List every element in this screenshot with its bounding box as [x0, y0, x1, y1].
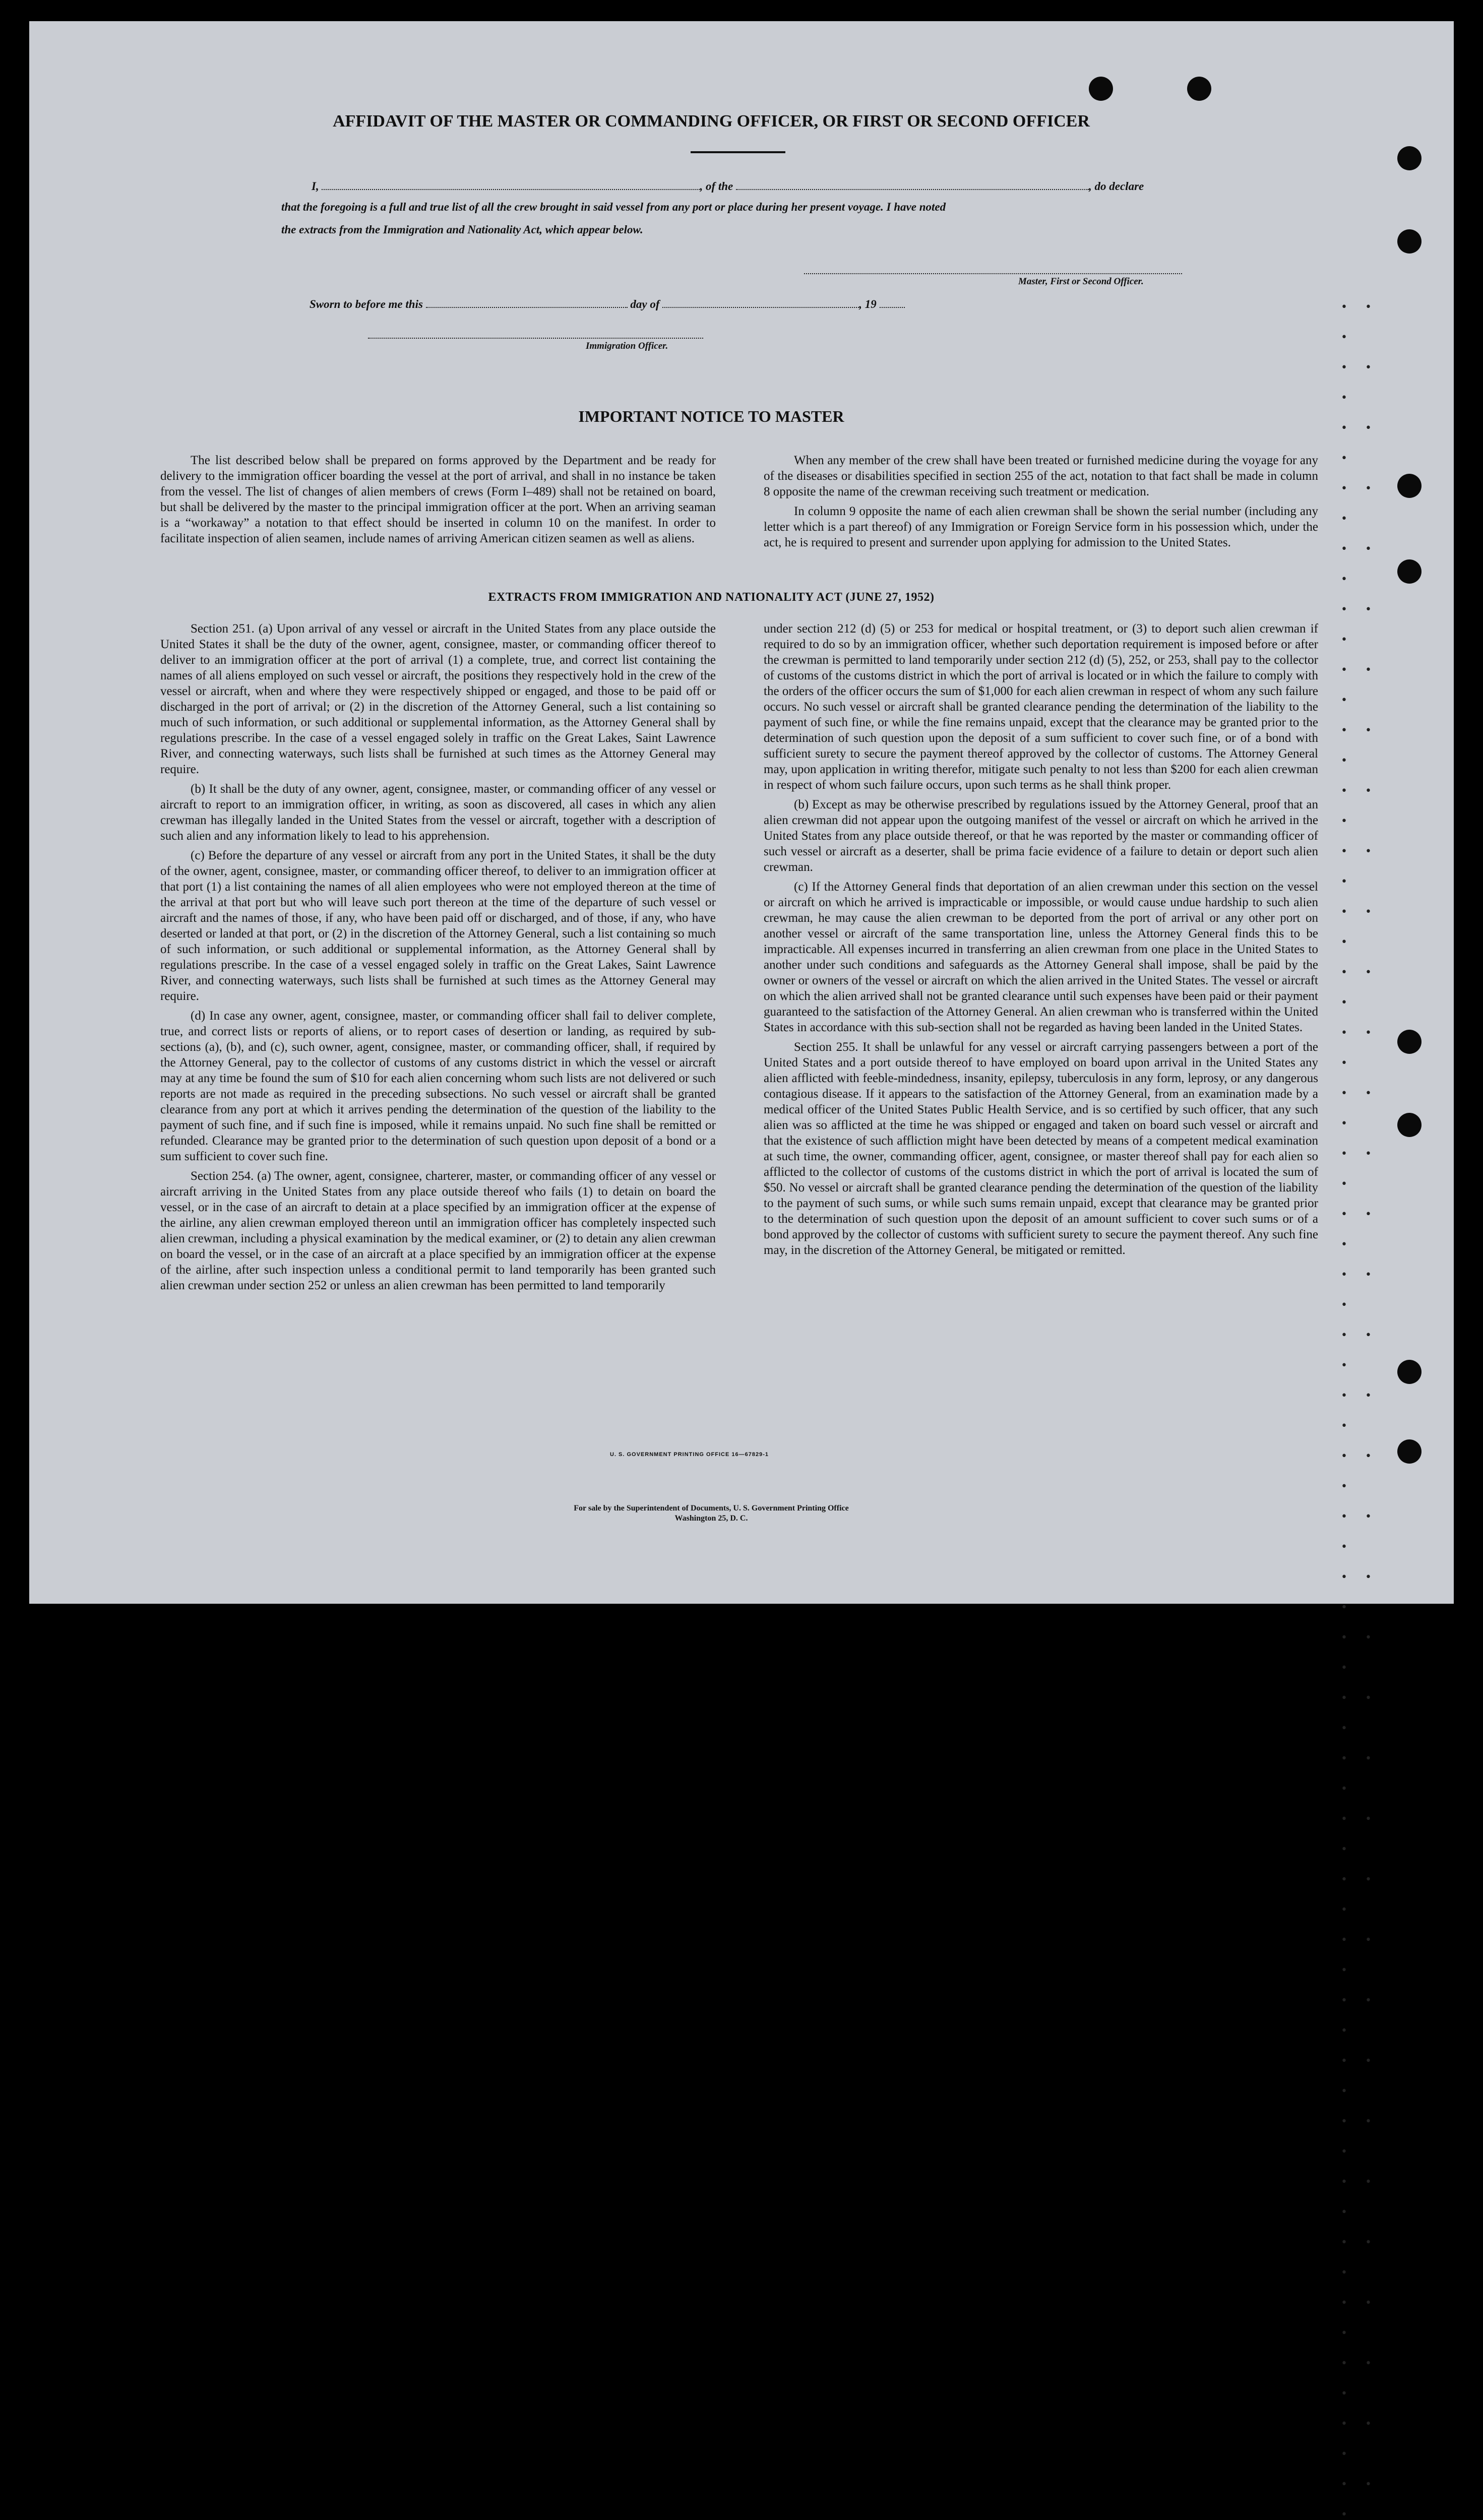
extract-paragraph: (b) Except as may be otherwise prescribed by regulations issued by the Attorney General, proof that an alien crewman did not appear upon the outgoing manifest of the vessel or aircraft on which he arrived in the United States from any place outside thereof, or that he was reported by the master or commanding officer of such vessel or aircraft as a deserter, shall be prima facie evidence of a failure to detain or deport such alien crewman.	[764, 798, 1318, 874]
notice-right-column	[764, 453, 1318, 554]
officer-signature-field[interactable]	[368, 327, 703, 339]
binder-hole	[1397, 229, 1422, 254]
master-signature-field[interactable]	[804, 262, 1182, 274]
declaration-text-2: that the foregoing is a full and true list of all the crew brought in said vessel from any port or place during her present voyage. I have noted	[281, 201, 946, 213]
extract-paragraph: (c) If the Attorney General finds that deportation of an alien crewman under this section on the vessel or aircraft on which he arrived is impracticable or impossible, or would cause undue hardship to such alien crewman, he may cause the alien crewman to be deported from the port of arrival or any other port on another vessel or aircraft of the same transportation line, unless the Attorney General finds this to be impracticable. All expenses incurred in transferring an alien crewman from one place in the United States to another under such conditions and safeguards as the Attorney General shall impose, shall be paid by the owner or owners of the vessel or aircraft on which the alien arrived in the United States. The vessel or aircraft on which the alien arrived shall not be granted clearance until such expenses have been paid or their payment guaranteed to the satisfaction of the Attorney General. An alien crewman who is transferred within the United States in accordance with this sub-section shall not be regarded as having been landed in the United States.	[764, 880, 1318, 1034]
declaration-of: , of the	[700, 180, 733, 193]
edge-dots: • • • • • • • • • • • • • • • • • • • • • • • • • • • • • • • • • • • • • • • • • • • • • • • • • • • • • • • • • • • • • • • • • • • • • • • • • • • • • • • • • • • • • • • • • • • • • • • • • • • • • • • • • • • • • • •	[1341, 301, 1379, 2520]
notice-left-column	[160, 453, 716, 550]
footer-line-2: Washington 25, D. C.	[674, 1514, 748, 1523]
declaration-i: I,	[312, 180, 319, 193]
notice-title: IMPORTANT NOTICE TO MASTER	[578, 407, 844, 425]
declaration-line	[312, 178, 1198, 193]
notice-paragraph: When any member of the crew shall have been treated or furnished medicine during the voyage for any of the diseases or disabilities specified in section 255 of the act, notation to that fact shall be made in column 8 opposite the name of the crewman receiving such treatment or medication.	[764, 454, 1318, 498]
declarant-name-field[interactable]	[322, 178, 700, 190]
extract-paragraph: (c) Before the departure of any vessel or aircraft from any port in the United States, it shall be the duty of the owner, agent, consignee, master, or commanding officer thereof, to deliver to an immigration officer at that port (1) a list containing the names of all alien employees who were not employed thereon at the time of the arrival at that port but who will leave such port thereon at the time of the departure of such vessel or aircraft and the names of those, if any, who have been paid off or discharged, and of those, if any, who have deserted or landed at that port, or (2) in the discretion of the Attorney General, such a list containing so much of such information, or such additional or supplemental information, as the Attorney General shall by regulations prescribe. In the case of a vessel engaged solely in traffic on the Great Lakes, Saint Lawrence River, and connecting waterways, such lists shall be furnished at such times as the Attorney General may require.	[160, 849, 716, 1003]
notice-paragraph: The list described below shall be prepared on forms approved by the Department and be ready for delivery to the immigration officer boarding the vessel at the port of arrival, and shall in no instance be taken from the vessel. The list of changes of alien members of crews (Form I–489) shall not be retained on board, but shall be delivered by the master to the principal immigration officer at the port. When an arriving seaman is a “workaway” a notation to that effect should be inserted in column 10 on the manifest. In order to facilitate inspection of alien seamen, include names of arriving American citizen seamen as well as aliens.	[160, 454, 716, 545]
sworn-line	[310, 296, 1066, 311]
extract-paragraph: (b) It shall be the duty of any owner, agent, consignee, master, or commanding officer of any vessel or aircraft to report to an immigration officer, in writing, as soon as discovered, all cases in which any alien crewman has illegally landed in the United States from the vessel or aircraft, together with a description of such alien and any information likely to lead to his apprehension.	[160, 782, 716, 843]
binder-hole	[1089, 77, 1113, 101]
affidavit-title: AFFIDAVIT OF THE MASTER OR COMMANDING OFFICER, OR FIRST OR SECOND OFFICER	[333, 112, 1090, 131]
sworn-label: Sworn to before me this	[310, 298, 423, 310]
gpo-imprint: U. S. GOVERNMENT PRINTING OFFICE 16—67829-1	[610, 1452, 769, 1458]
extracts-left-column	[160, 621, 716, 1297]
declaration-declare: , do declare	[1089, 180, 1144, 193]
binder-hole	[1397, 146, 1422, 170]
extracts-title: EXTRACTS FROM IMMIGRATION AND NATIONALITY ACT (JUNE 27, 1952)	[488, 591, 935, 604]
extract-paragraph: Section 255. It shall be unlawful for any vessel or aircraft carrying passengers between a port of the United States and a port outside thereof to have employed on board upon arrival in the United States any alien afflicted with feeble-mindedness, insanity, epilepsy, tuberculosis in any form, leprosy, or any dangerous contagious disease. If it appears to the satisfaction of the Attorney General, from an examination made by a medical officer of the United States Public Health Service, and is so certified by such officer, that any such alien was so afflicted at the time he was shipped or engaged and taken on board such vessel or aircraft and that the existence of such affliction might have been detected by means of a competent medical examination at such time, the owner, commanding officer, agent, consignee, or master thereof shall pay for each alien so afflicted to the collector of customs of the customs district in which the port of arrival is located the sum of $50. No vessel or aircraft shall be granted clearance pending the determination of the question of the liability to the payment of such sums, or while such sums remain unpaid, except that clearance may be granted prior to the determination of such question upon the deposit of an amount sufficient to cover such sums or of a bond approved by the collector of customs with sufficient surety to secure the payment thereof. Any such fine may, in the discretion of the Attorney General, be mitigated or remitted.	[764, 1040, 1318, 1257]
sworn-year-field[interactable]	[880, 296, 905, 308]
extract-paragraph: under section 212 (d) (5) or 253 for medical or hospital treatment, or (3) to deport such alien crewman if required to do so by an immigration officer, whether such deportation requirement is imposed before or after the crewman is permitted to land temporarily under section 212 (d) (5), 252, or 253, shall pay to the collector of customs of the customs district in which the port of arrival is located or in which the failure to comply with the orders of the officer occurs the sum of $1,000 for each alien crewman in respect of whom any such failure occurs. No such vessel or aircraft shall be granted clearance pending the determination of the liability to the payment of such fine, or while the fine remains unpaid, except that the clearance may be granted prior to the determination of such question upon the deposit of a sum sufficient to cover such fine, or of a bond with sufficient surety to secure the payment thereof approved by the collector of customs. The Attorney General may, upon application in writing therefor, mitigate such penalty to not less than $200 for each alien crewman in respect of whom such failure occurs, upon such terms as he shall think proper.	[764, 622, 1318, 792]
extracts-right-column	[764, 621, 1318, 1262]
master-signature-label: Master, First or Second Officer.	[1018, 276, 1144, 287]
footer-line-1: For sale by the Superintendent of Documents, U. S. Government Printing Office	[574, 1504, 849, 1513]
extract-paragraph: (d) In case any owner, agent, consignee, master, or commanding officer shall fail to deliver complete, true, and correct lists or reports of aliens, or to report cases of desertion or landing, as required by sub-sections (a), (b), and (c), such owner, agent, consignee, master, or commanding officer, shall, if required by the Attorney General, pay to the collector of customs of any customs district in which the vessel or aircraft may at any time be found the sum of $10 for each alien concerning whom such lists are not delivered or such reports are not made as required in the preceding subsections. No such vessel or aircraft shall be granted clearance from any port at which it arrives pending the determination of the question of the liability to the payment of such fine, and if such fine is imposed, while it remains unpaid. No such fine shall be remitted or refunded. Clearance may be granted prior to the determination of such question upon deposit of a bond or a sum sufficient to cover such fine.	[160, 1009, 716, 1163]
binder-hole	[1187, 77, 1211, 101]
sworn-day-field[interactable]	[426, 296, 628, 308]
vessel-name-field[interactable]	[736, 178, 1089, 190]
notice-paragraph: In column 9 opposite the name of each alien crewman shall be shown the serial number (including any letter which is a part thereof) of any Immigration or Foreign Service form in his possession which, under the act, he is required to present and surrender upon applying for admission to the United States.	[764, 505, 1318, 549]
declaration-text-3: the extracts from the Immigration and Nationality Act, which appear below.	[281, 223, 643, 236]
year-label: , 19	[859, 298, 877, 310]
title-rule	[691, 151, 785, 153]
day-of-label: day of	[630, 298, 660, 310]
extract-paragraph: Section 254. (a) The owner, agent, consignee, charterer, master, or commanding officer of any vessel or aircraft arriving in the United States from any place outside thereof who fails (1) to detain on board the vessel, or in the case of an aircraft to detain at a place specified by an immigration officer at the expense of the airline, any alien crewman employed thereon until an immigration officer has completely inspected such alien crewman, including a physical examination by the medical examiner, or (2) to detain any alien crewman on board the vessel, or in the case of an aircraft at a place specified by an immigration officer at the expense of the airline, after such inspection unless a conditional permit to land temporarily has been granted such alien crewman under section 252 or unless an alien crewman has been permitted to land temporarily	[160, 1169, 716, 1292]
officer-signature-label: Immigration Officer.	[586, 341, 668, 351]
extract-paragraph: Section 251. (a) Upon arrival of any vessel or aircraft in the United States from any place outside the United States it shall be the duty of the owner, agent, consignee, master, or commanding officer thereof to deliver to an immigration officer at the port of arrival (1) a complete, true, and correct list containing the names of all aliens employed on such vessel or aircraft, the positions they respectively hold in the crew of the vessel or aircraft, when and where they were respectively shipped or engaged, and those to be paid off or discharged in the port of arrival; or (2) in the discretion of the Attorney General, such a list containing so much of such information, or such additional or supplemental information, as the Attorney General shall by regulations prescribe. In the case of a vessel engaged solely in traffic on the Great Lakes, Saint Lawrence River, and connecting waterways, such lists shall be furnished at such times as the Attorney General may require.	[160, 622, 716, 776]
sworn-month-field[interactable]	[662, 296, 859, 308]
